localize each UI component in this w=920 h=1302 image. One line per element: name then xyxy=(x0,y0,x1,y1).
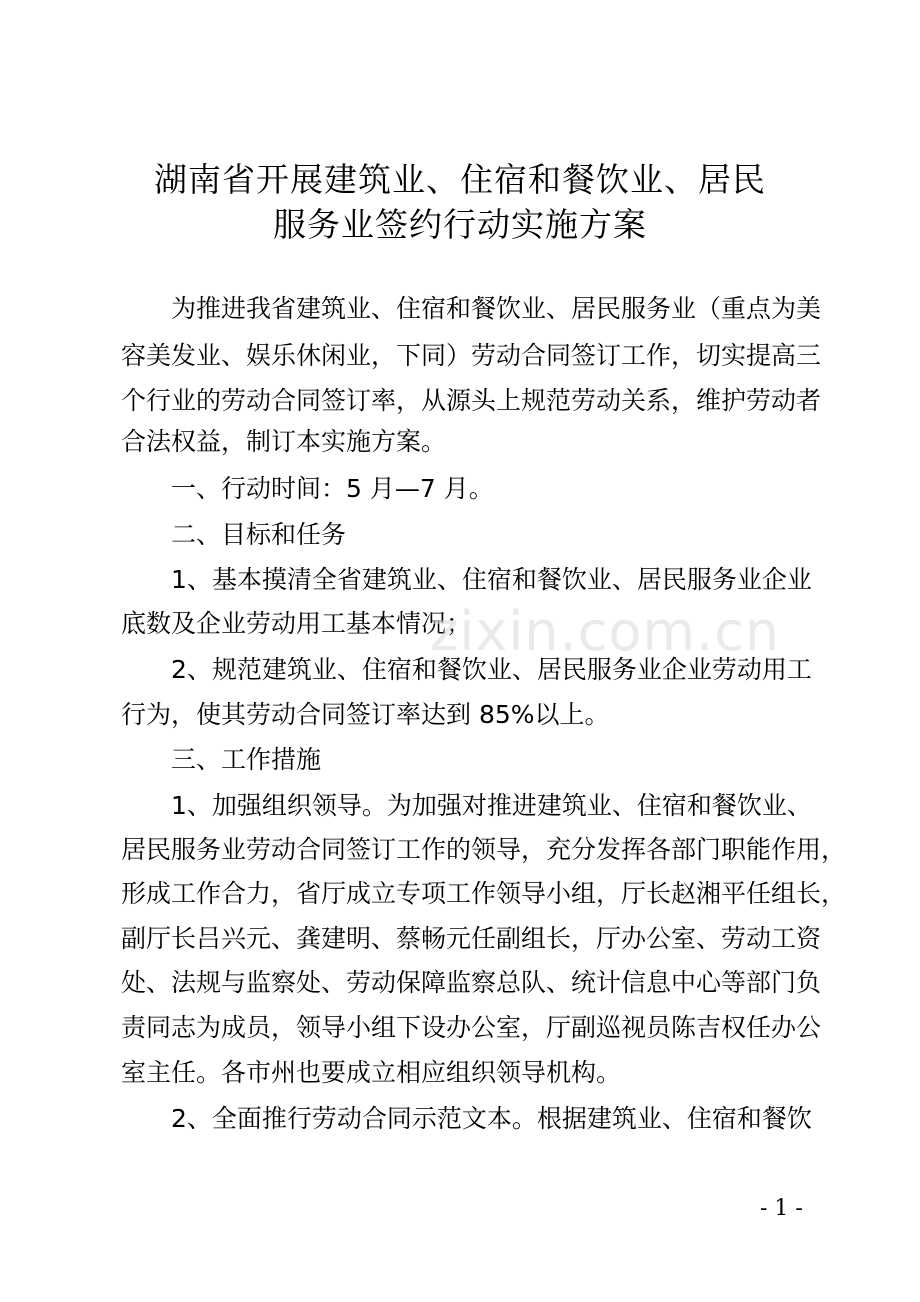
body-line-13: 居民服务业劳动合同签订工作的领导，充分发挥各部门职能作用， xyxy=(121,835,847,864)
watermark: zixin.com.cn xyxy=(430,600,781,663)
section-2-heading: 二、目标和任务 xyxy=(171,520,347,549)
body-line-15: 副厅长吕兴元、龚建明、蔡畅元任副组长，厅办公室、劳动工资 xyxy=(121,924,822,953)
section-1-heading: 一、行动时间：5 月—7 月。 xyxy=(171,474,494,503)
body-line-3: 个行业的劳动合同签订率，从源头上规范劳动关系，维护劳动者 xyxy=(121,386,822,415)
body-line-14: 形成工作合力，省厅成立专项工作领导小组，厅长赵湘平任组长， xyxy=(121,879,847,908)
body-line-19: 2、全面推行劳动合同示范文本。根据建筑业、住宿和餐饮 xyxy=(171,1104,812,1133)
body-line-16: 处、法规与监察处、劳动保障监察总队、统计信息中心等部门负 xyxy=(121,968,822,997)
section-3-heading: 三、工作措施 xyxy=(171,745,322,774)
body-line-7: 1、基本摸清全省建筑业、住宿和餐饮业、居民服务业企业 xyxy=(171,565,812,594)
body-line-17: 责同志为成员，领导小组下设办公室，厅副巡视员陈吉权任办公 xyxy=(121,1013,822,1042)
document-title-line-2: 服务业签约行动实施方案 xyxy=(273,205,647,244)
page-number: - 1 - xyxy=(760,1196,803,1221)
body-line-12: 1、加强组织领导。为加强对推进建筑业、住宿和餐饮业、 xyxy=(171,791,812,820)
body-line-8: 底数及企业劳动用工基本情况； xyxy=(121,609,472,638)
body-line-2: 容美发业、娱乐休闲业，下同）劳动合同签订工作，切实提高三 xyxy=(121,341,822,370)
document-title-line-1: 湖南省开展建筑业、住宿和餐饮业、居民 xyxy=(154,160,766,199)
body-line-9: 2、规范建筑业、住宿和餐饮业、居民服务业企业劳动用工 xyxy=(171,655,812,684)
body-line-10: 行为，使其劳动合同签订率达到 85%以上。 xyxy=(121,700,610,729)
body-line-4: 合法权益，制订本实施方案。 xyxy=(121,427,447,456)
body-line-18: 室主任。各市州也要成立相应组织领导机构。 xyxy=(121,1058,622,1087)
body-line-1: 为推进我省建筑业、住宿和餐饮业、居民服务业（重点为美 xyxy=(171,294,822,323)
